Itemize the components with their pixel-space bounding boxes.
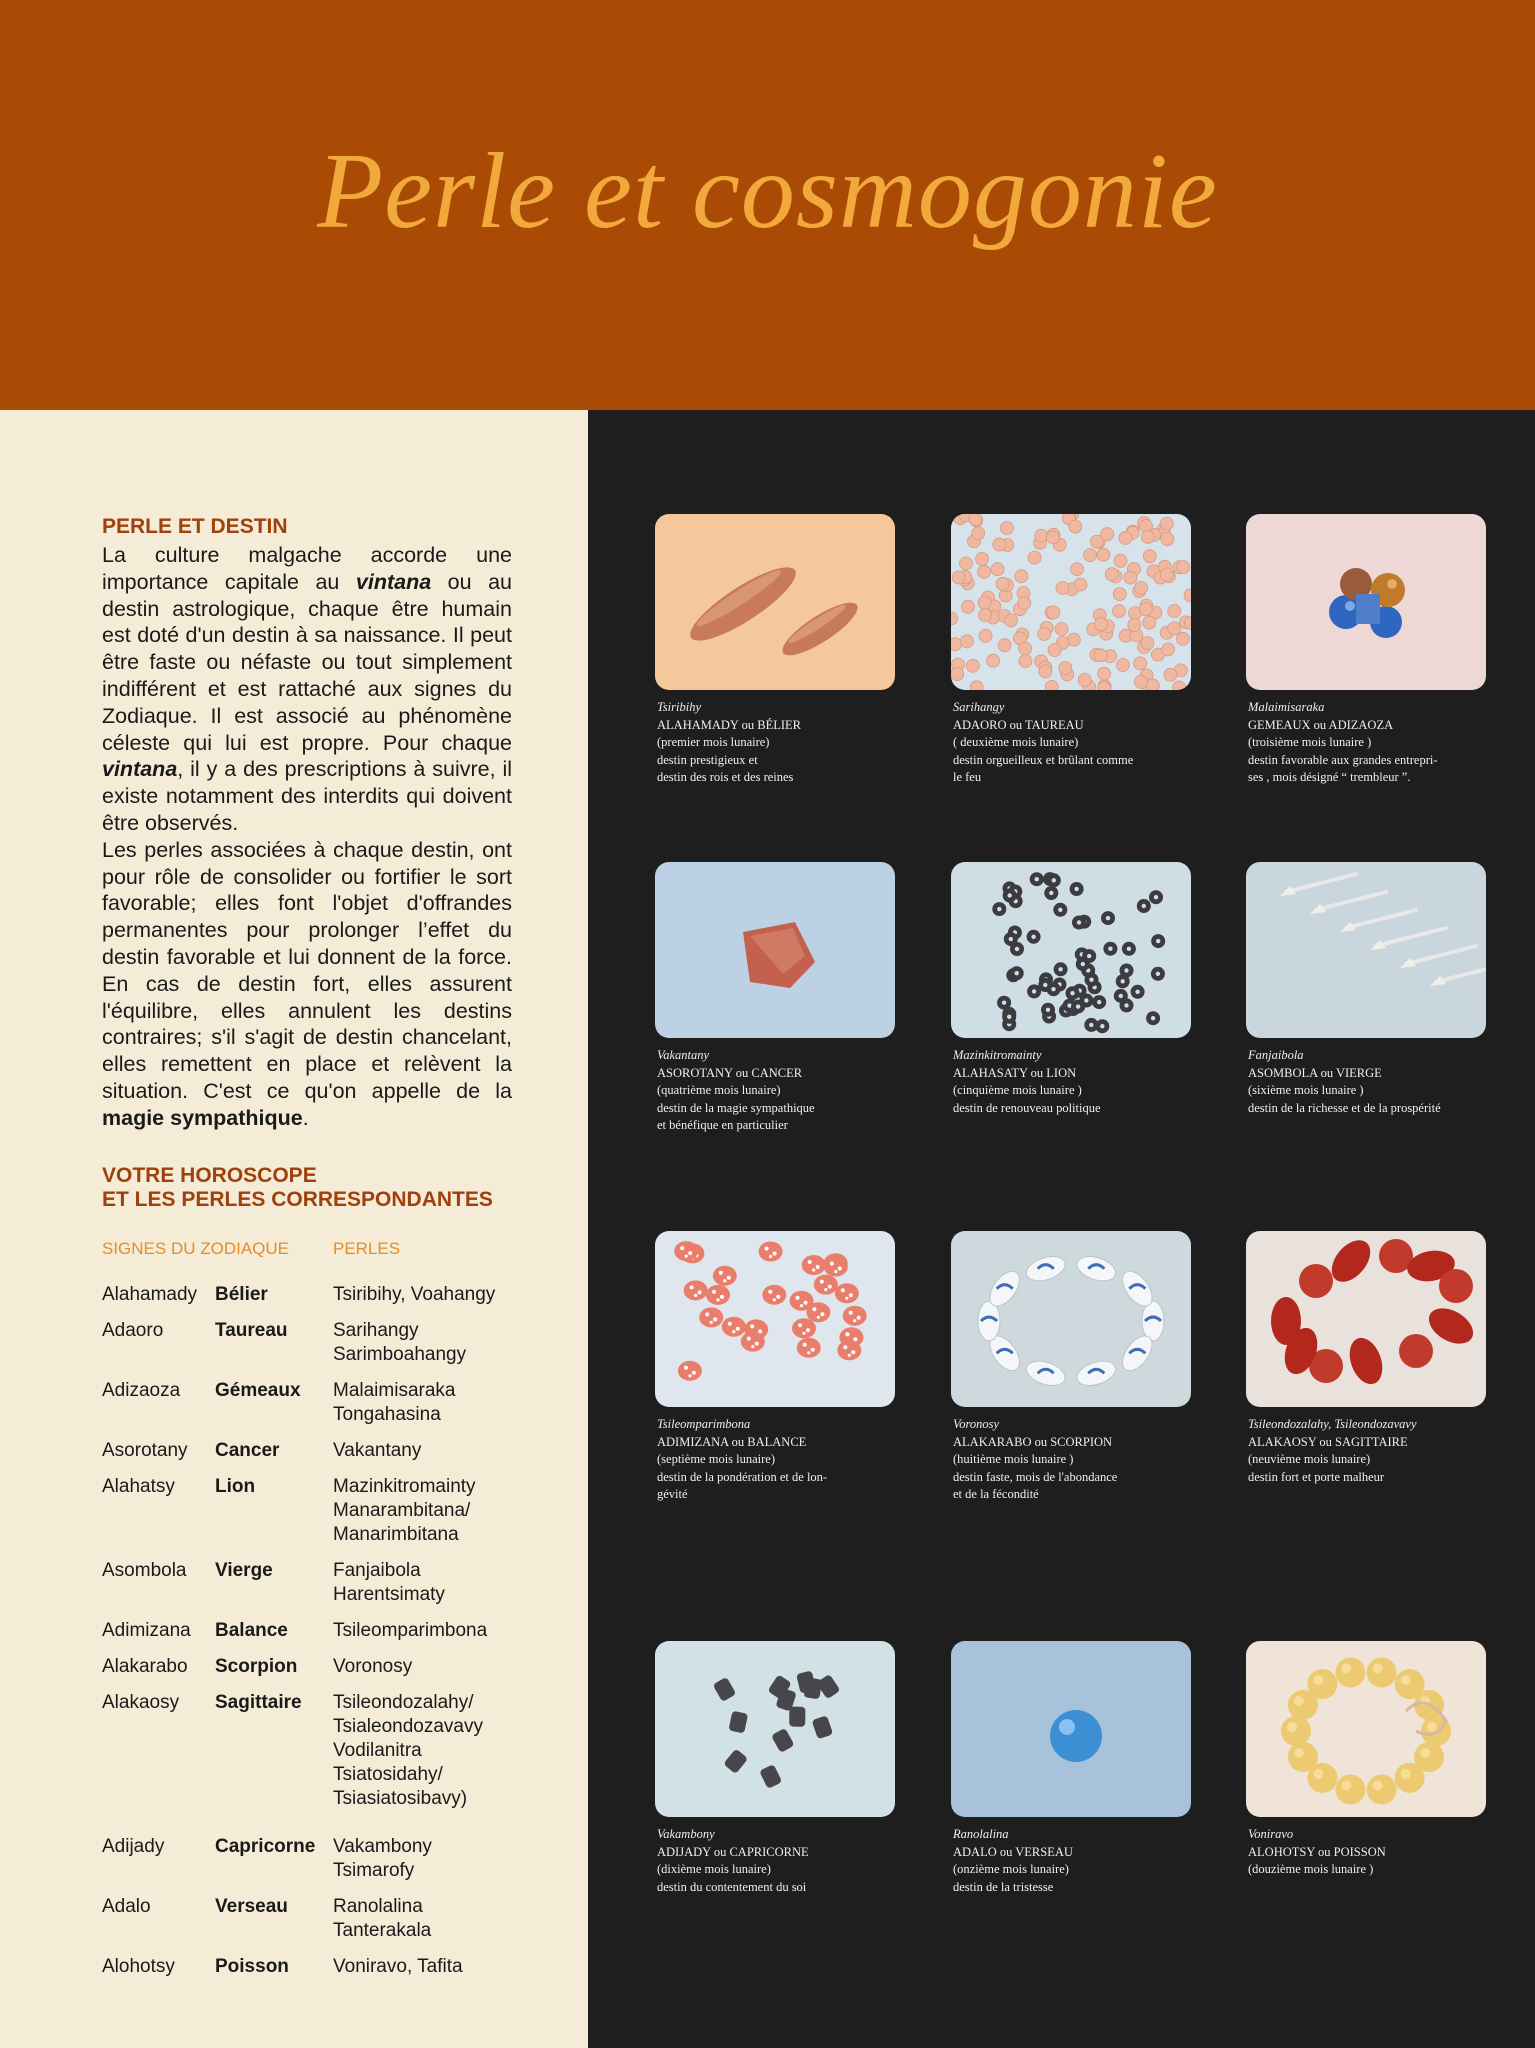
bead-name: Harentsimaty (333, 1584, 445, 1605)
bead-name: Tongahasina (333, 1404, 441, 1425)
column-header-beads: PERLES (333, 1239, 401, 1258)
bead-photo (951, 1641, 1191, 1817)
zodiac-native-name: Adijady (102, 1836, 165, 1857)
bead-name: Manarimbitana (333, 1524, 459, 1545)
zodiac-sign-label: ALAKARABO ou SCORPION (953, 1434, 1113, 1449)
bead-caption (953, 699, 1193, 787)
bead-photo (655, 514, 895, 690)
caption-line: destin favorable aux grandes entrepri- (1248, 752, 1438, 767)
zodiac-sign: Vierge (215, 1560, 273, 1581)
bead-name: Vakantany (333, 1440, 422, 1461)
zodiac-beads (333, 1319, 593, 1367)
bead-name: Malaimisaraka (1248, 700, 1325, 714)
title-banner (0, 0, 1535, 410)
bead-name: Mazinkitromainty (953, 1048, 1042, 1062)
zodiac-sign-label: ADIJADY ou CAPRICORNE (657, 1844, 809, 1859)
zodiac-beads (333, 1439, 593, 1463)
bead-photo (1246, 1231, 1486, 1407)
zodiac-sign: Sagittaire (215, 1692, 302, 1713)
caption-line: destin de la tristesse (953, 1879, 1054, 1894)
caption-line: (troisième mois lunaire ) (1248, 735, 1372, 749)
bead-photo (655, 1231, 895, 1407)
bead-name: Fanjaibola (1248, 1048, 1304, 1062)
caption-line: destin de renouveau politique (953, 1100, 1101, 1115)
bead-name: Vodilanitra (333, 1740, 422, 1761)
caption-line: (cinquième mois lunaire ) (953, 1083, 1082, 1097)
bead-name: Tsiribihy (657, 700, 702, 714)
intro-text (102, 542, 512, 1132)
caption-line: destin fort et porte malheur (1248, 1469, 1385, 1484)
bead-caption (953, 1047, 1193, 1117)
caption-line: et de la fécondité (953, 1487, 1039, 1501)
bead-caption (1248, 1047, 1488, 1117)
zodiac-sign-label: GEMEAUX ou ADIZAOZA (1248, 717, 1394, 732)
zodiac-sign-label: ASOMBOLA ou VIERGE (1248, 1065, 1382, 1080)
bead-caption (657, 699, 897, 787)
caption-line: destin de la pondération et de lon- (657, 1469, 828, 1484)
bead-caption (953, 1416, 1193, 1504)
intro-paragraph-1: La culture malgache accorde une importance capitale au vintana ou au destin astrologique, chaque être humain est doté d'un destin à sa naissance. Il peut être faste ou néfaste ou tout simplement indifférent et est rattaché aux signes du Zodiaque. Il est associé au phénomène céleste qui lui est propre. Pour chaque vintana, il y a des prescriptions à suivre, il existe notamment des interdits qui doivent être observés. (102, 543, 513, 835)
zodiac-sign: Balance (215, 1620, 288, 1641)
bead-name: Tsiribihy, Voahangy (333, 1284, 496, 1305)
zodiac-sign: Gémeaux (215, 1380, 301, 1401)
zodiac-sign: Capricorne (215, 1836, 316, 1857)
bead-name: Tsileomparimbona (333, 1620, 488, 1641)
bead-photo (1246, 862, 1486, 1038)
bead-caption (657, 1416, 897, 1504)
zodiac-sign: Poisson (215, 1956, 289, 1977)
bead-name: Mazinkitromainty (333, 1476, 476, 1497)
caption-line: ses , mois désigné “ trembleur ”. (1248, 770, 1411, 784)
bead-photo (951, 514, 1191, 690)
bead-name: Sarimboahangy (333, 1344, 467, 1365)
zodiac-sign: Cancer (215, 1440, 280, 1461)
zodiac-sign-label: ADIMIZANA ou BALANCE (657, 1434, 807, 1449)
zodiac-native-name: Asombola (102, 1560, 187, 1581)
bead-name: Voniravo (1248, 1827, 1294, 1841)
bead-name: Vakambony (333, 1836, 432, 1857)
bead-name: Tsiasiatosibavy) (333, 1788, 468, 1809)
zodiac-sign: Bélier (215, 1284, 268, 1305)
caption-line: destin du contentement du soi (657, 1879, 807, 1894)
zodiac-beads (333, 1691, 593, 1811)
zodiac-native-name: Adizaoza (102, 1380, 181, 1401)
zodiac-sign-label: ALAHASATY ou LION (953, 1065, 1077, 1080)
zodiac-sign-label: ADALO ou VERSEAU (953, 1844, 1073, 1859)
bead-name: Sarihangy (333, 1320, 419, 1341)
zodiac-native-name: Alahamady (102, 1284, 198, 1305)
bead-photo (1246, 1641, 1486, 1817)
zodiac-native-name: Alahatsy (102, 1476, 175, 1497)
zodiac-beads (333, 1955, 593, 1979)
bead-name: Voronosy (333, 1656, 413, 1677)
zodiac-native-name: Asorotany (102, 1440, 188, 1461)
bead-caption (1248, 699, 1488, 787)
zodiac-sign: Taureau (215, 1320, 288, 1341)
bead-name: Manarambitana/ (333, 1500, 471, 1521)
intro-paragraph-2: Les perles associées à chaque destin, ont pour rôle de consolider ou fortifier le sort favorable; elles font l'objet d'offrandes permanentes pour prolonger l’effet du destin favorable et lui donnent de la force. En cas de destin fort, elles assurent l'équilibre, elles annulent les destins contraires; s'il s'agit de destin chancelant, elles remettent en place et relèvent la situation. C'est ce qu'on appelle de la magie sympathique. (102, 837, 512, 1130)
caption-line: destin faste, mois de l'abondance (953, 1469, 1118, 1484)
caption-line: (neuvième mois lunaire) (1248, 1452, 1371, 1466)
zodiac-beads (333, 1559, 593, 1607)
bead-name: Vakambony (657, 1827, 715, 1841)
caption-line: (douzième mois lunaire ) (1248, 1862, 1374, 1876)
bead-name: Tsileondozalahy, Tsileondozavavy (1248, 1417, 1417, 1431)
bead-caption (1248, 1416, 1488, 1486)
zodiac-beads (333, 1283, 593, 1307)
zodiac-beads (333, 1895, 593, 1943)
caption-line: et bénéfique en particulier (657, 1118, 788, 1132)
section-heading-horoscope: VOTRE HOROSCOPE ET LES PERLES CORRESPONDANTES (102, 1164, 493, 1211)
zodiac-sign-label: ASOROTANY ou CANCER (657, 1065, 803, 1080)
zodiac-sign-label: ALAKAOSY ou SAGITTAIRE (1248, 1434, 1408, 1449)
bead-name: Malaimisaraka (333, 1380, 456, 1401)
bead-name: Ranolalina (333, 1896, 423, 1917)
zodiac-sign-label: ALOHOTSY ou POISSON (1248, 1844, 1386, 1859)
bead-caption (953, 1826, 1193, 1896)
zodiac-sign-label: ALAHAMADY ou BÉLIER (657, 717, 801, 732)
zodiac-beads (333, 1379, 593, 1427)
zodiac-native-name: Alohotsy (102, 1956, 175, 1977)
caption-line: destin de la richesse et de la prospérité (1248, 1100, 1441, 1115)
bead-name: Tsimarofy (333, 1860, 415, 1881)
bead-caption (657, 1047, 897, 1135)
bead-photo (951, 1231, 1191, 1407)
bead-name: Fanjaibola (333, 1560, 421, 1581)
zodiac-sign: Scorpion (215, 1656, 298, 1677)
zodiac-native-name: Adimizana (102, 1620, 191, 1641)
bead-name: Ranolalina (953, 1827, 1009, 1841)
caption-line: (dixième mois lunaire) (657, 1862, 771, 1876)
section-heading-destin: PERLE ET DESTIN (102, 515, 288, 538)
zodiac-beads (333, 1835, 593, 1883)
zodiac-beads (333, 1655, 593, 1679)
bead-photo (655, 862, 895, 1038)
zodiac-beads (333, 1475, 593, 1547)
bead-name: Tanterakala (333, 1920, 432, 1941)
zodiac-native-name: Alakarabo (102, 1656, 188, 1677)
caption-line: le feu (953, 770, 982, 784)
bead-name: Tsileomparimbona (657, 1417, 751, 1431)
zodiac-native-name: Alakaosy (102, 1692, 180, 1713)
bead-name: Voronosy (953, 1417, 1000, 1431)
page-title: Perle et cosmogonie (317, 132, 1218, 251)
bead-caption (1248, 1826, 1488, 1879)
caption-line: destin orgueilleux et brûlant comme (953, 752, 1134, 767)
caption-line: (premier mois lunaire) (657, 735, 770, 749)
bead-name: Vakantany (657, 1048, 710, 1062)
bead-name: Tsiatosidahy/ (333, 1764, 443, 1785)
caption-line: gévité (657, 1487, 688, 1501)
bead-photo (1246, 514, 1486, 690)
bead-name: Voniravo, Tafita (333, 1956, 463, 1977)
bead-caption (657, 1826, 897, 1896)
caption-line: (quatrième mois lunaire) (657, 1083, 781, 1097)
zodiac-native-name: Adaoro (102, 1320, 164, 1341)
caption-line: destin prestigieux et (657, 752, 758, 767)
caption-line: destin de la magie sympathique (657, 1100, 815, 1115)
zodiac-sign: Verseau (215, 1896, 288, 1917)
column-header-signs: SIGNES DU ZODIAQUE (102, 1239, 290, 1258)
zodiac-sign: Lion (215, 1476, 256, 1497)
bead-photo (655, 1641, 895, 1817)
zodiac-beads (333, 1619, 593, 1643)
caption-line: destin des rois et des reines (657, 770, 794, 784)
bead-name: Tsialeondozavavy (333, 1716, 483, 1737)
caption-line: (huitième mois lunaire ) (953, 1452, 1074, 1466)
caption-line: ( deuxième mois lunaire) (953, 735, 1079, 749)
zodiac-native-name: Adalo (102, 1896, 151, 1917)
caption-line: (septième mois lunaire) (657, 1452, 776, 1466)
bead-name: Tsileondozalahy/ (333, 1692, 474, 1713)
bead-photo (951, 862, 1191, 1038)
bead-name: Sarihangy (953, 700, 1005, 714)
caption-line: (sixième mois lunaire ) (1248, 1083, 1364, 1097)
caption-line: (onzième mois lunaire) (953, 1862, 1069, 1876)
zodiac-sign-label: ADAORO ou TAUREAU (953, 717, 1084, 732)
